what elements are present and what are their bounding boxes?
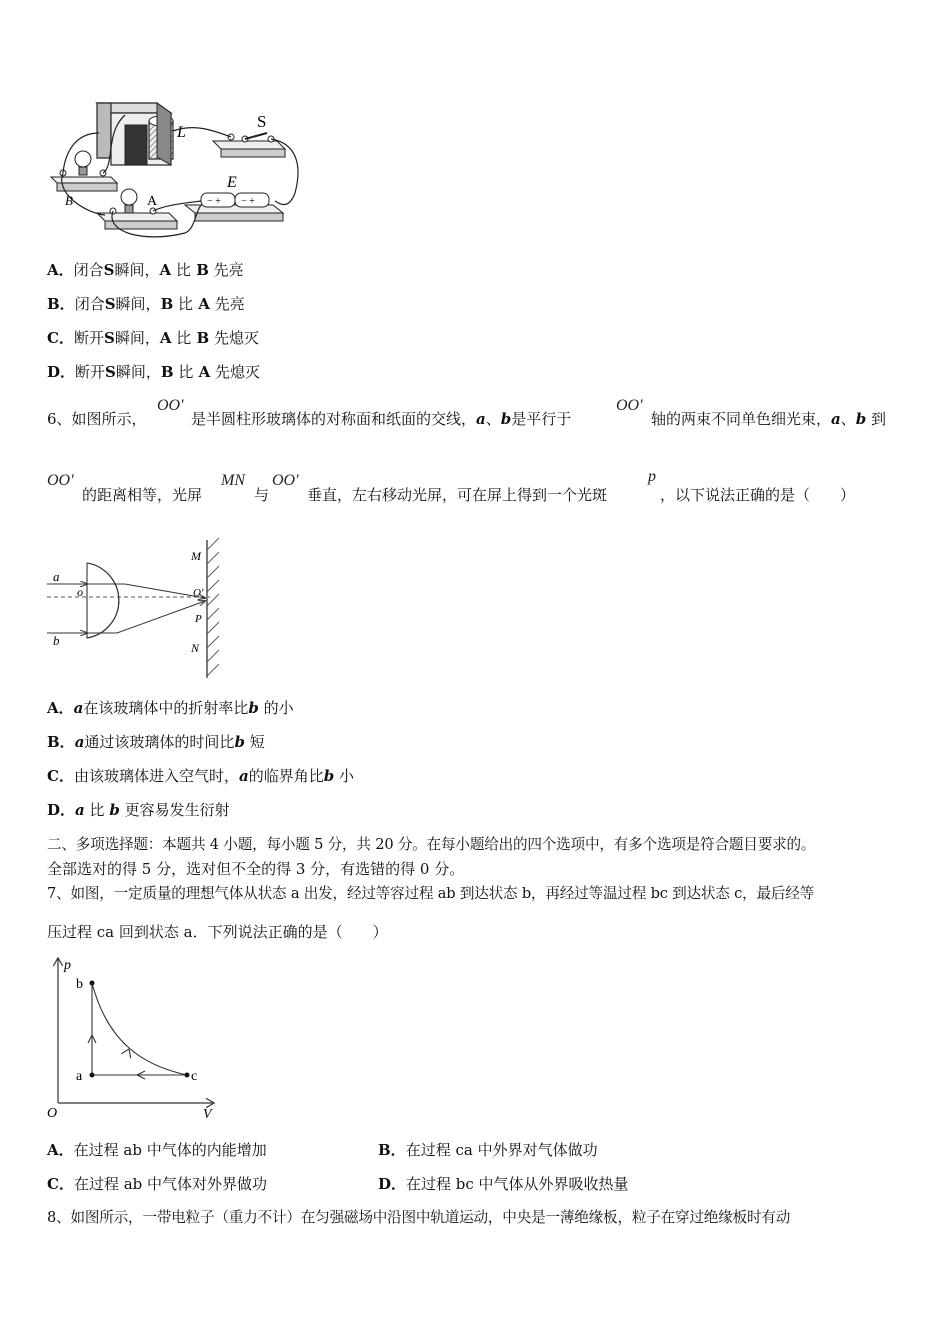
label-s: S bbox=[257, 112, 267, 131]
label-n: N bbox=[191, 641, 200, 655]
q7-option-c[interactable]: C．在过程 ab 中气体对外界做功 bbox=[47, 1175, 268, 1193]
screen-hatching bbox=[207, 538, 219, 676]
label-o-prime: O' bbox=[193, 587, 204, 599]
q6-option-b[interactable]: B．a通过该玻璃体的时间比b 短 bbox=[47, 733, 265, 751]
label-b: B bbox=[65, 193, 73, 208]
q6-option-d[interactable]: D．a 比 b 更容易发生衍射 bbox=[47, 801, 230, 819]
q7-option-d[interactable]: D．在过程 bc 中气体从外界吸收热量 bbox=[378, 1175, 629, 1193]
q6-stem-line2b: 与 bbox=[254, 486, 270, 504]
section2-line1: 二、多项选择题：本题共 4 小题，每小题 5 分，共 20 分。在每小题给出的四个选项中，有多个选项是符合题目要求的。 bbox=[47, 836, 816, 853]
state-c-point bbox=[185, 1073, 190, 1078]
pv-label-a: a bbox=[76, 1069, 83, 1084]
process-bc bbox=[92, 983, 187, 1075]
q6-stem-line1: 6、如图所示， bbox=[47, 410, 147, 428]
circuit-figure bbox=[45, 93, 305, 253]
q6-option-a[interactable]: A．a在该玻璃体中的折射率比b 的小 bbox=[47, 699, 294, 717]
label-l: L bbox=[177, 124, 186, 141]
ray-b-refracted bbox=[117, 601, 205, 633]
q6-option-c[interactable]: C．由该玻璃体进入空气时，a的临界角比b 小 bbox=[47, 767, 355, 785]
q6-oo-symbol-4: OO′ bbox=[272, 472, 299, 489]
lamp-a bbox=[97, 189, 177, 229]
q5-option-c[interactable]: C．断开S瞬间，A 比 B 先熄灭 bbox=[47, 329, 259, 347]
label-a: A bbox=[147, 194, 158, 209]
label-o: o bbox=[77, 585, 83, 599]
q6-stem-line1c: 轴的两束不同单色细光束，a、b 到 bbox=[651, 410, 887, 428]
semicylinder-glass bbox=[87, 563, 119, 638]
q6-oo-symbol-1: OO′ bbox=[157, 397, 184, 414]
q8-stem-line1: 8、如图所示，一带电粒子（重力不计）在匀强磁场中沿图中轨道运动，中央是一薄绝缘板，粒子在穿过绝缘板时有动 bbox=[47, 1209, 791, 1226]
switch-s bbox=[213, 133, 285, 157]
q7-option-b[interactable]: B．在过程 ca 中外界对气体做功 bbox=[378, 1141, 598, 1159]
q6-p-symbol: p bbox=[648, 468, 656, 485]
label-ray-a: a bbox=[53, 569, 60, 584]
label-e: E bbox=[227, 174, 237, 191]
label-p: P bbox=[195, 613, 202, 625]
pv-label-p: p bbox=[64, 958, 71, 973]
q6-oo-symbol-3: OO′ bbox=[47, 472, 74, 489]
q6-stem-line2d: ，以下说法正确的是（ ） bbox=[660, 486, 856, 504]
label-m: M bbox=[191, 549, 201, 563]
q6-oo-symbol-2: OO′ bbox=[616, 397, 643, 414]
svg-text:− +: − + bbox=[241, 196, 255, 207]
q5-option-d[interactable]: D．断开S瞬间，B 比 A 先熄灭 bbox=[47, 363, 261, 381]
q6-stem-line2a: 的距离相等，光屏 bbox=[82, 486, 203, 504]
q7-option-a[interactable]: A．在过程 ab 中气体的内能增加 bbox=[47, 1141, 267, 1159]
state-b-point bbox=[90, 981, 95, 986]
pv-label-b: b bbox=[76, 977, 83, 992]
inductor-coil-l bbox=[97, 103, 173, 165]
q6-stem-line2c: 垂直，左右移动光屏，可在屏上得到一个光斑 bbox=[307, 486, 608, 504]
q6-stem-line1b: 是半圆柱形玻璃体的对称面和纸面的交线，a、b是平行于 bbox=[191, 410, 572, 428]
q5-option-a[interactable]: A．闭合S瞬间，A 比 B 先亮 bbox=[47, 261, 244, 279]
q6-mn-symbol: MN bbox=[221, 472, 245, 489]
label-ray-b: b bbox=[53, 633, 60, 648]
state-a-point bbox=[90, 1073, 95, 1078]
q7-stem-line1: 7、如图，一定质量的理想气体从状态 a 出发，经过等容过程 ab 到达状态 b，再经过等温过程 bc 到达状态 c，最后经等 bbox=[47, 885, 815, 902]
pv-diagram bbox=[45, 955, 225, 1125]
section2-line2: 全部选对的得 5 分，选对但不全的得 3 分，有选错的得 0 分。 bbox=[47, 860, 465, 878]
pv-label-v: V bbox=[203, 1107, 212, 1122]
svg-text:− +: − + bbox=[207, 196, 221, 207]
q5-option-b[interactable]: B．闭合S瞬间，B 比 A 先亮 bbox=[47, 295, 245, 313]
q7-stem-line2: 压过程 ca 回到状态 a．下列说法正确的是（ ） bbox=[47, 923, 388, 941]
optics-figure bbox=[45, 538, 245, 688]
pv-label-o: O bbox=[47, 1106, 58, 1121]
pv-label-c: c bbox=[191, 1069, 198, 1084]
